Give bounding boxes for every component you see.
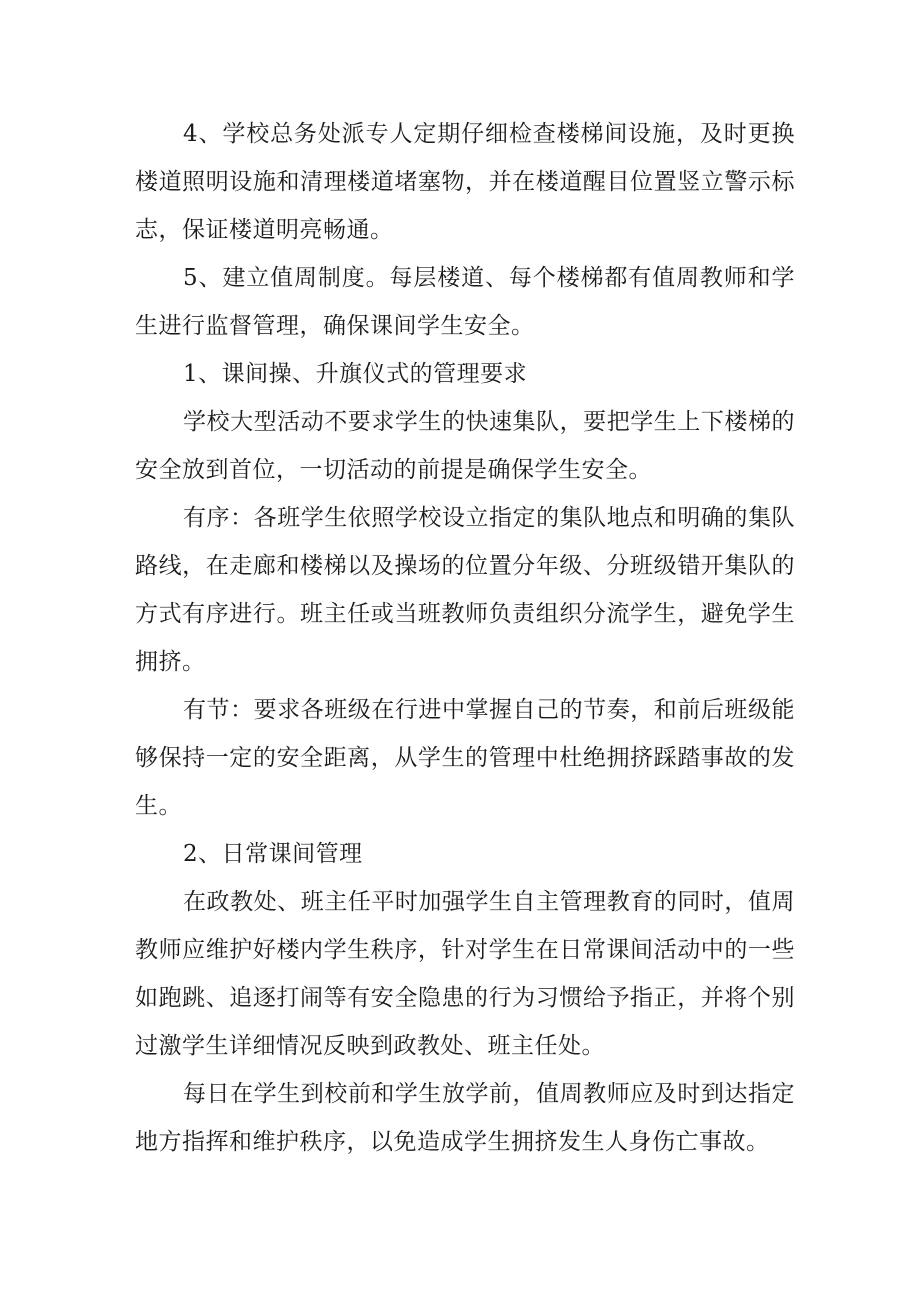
paragraph-rhythm: 有节：要求各班级在行进中掌握自己的节奏，和前后班级能够保持一定的安全距离，从学生的管理中杜绝拥挤踩踏事故的发生。 [135, 697, 795, 819]
paragraph-stair-inspection: 4、学校总务处派专人定期仔细检查楼梯间设施，及时更换楼道照明设施和清理楼道堵塞物，并在楼道醒目位置竖立警示标志，保证楼道明亮畅通。 [135, 121, 795, 243]
paragraph-arrival-dismissal: 每日在学生到校前和学生放学前，值周教师应及时到达指定地方指挥和维护秩序，以免造成学生拥挤发生人身伤亡事故。 [135, 1081, 795, 1155]
paragraph-duty-teacher-order: 在政教处、班主任平时加强学生自主管理教育的同时，值周教师应维护好楼内学生秩序，针对学生在日常课间活动中的一些如跑跳、追逐打闹等有安全隐患的行为习惯给予指正，并将个别过激学生详细情况反映到政教处、班主任处。 [135, 889, 795, 1059]
paragraph-orderly: 有序：各班学生依照学校设立指定的集队地点和明确的集队路线，在走廊和楼梯以及操场的位置分年级、分班级错开集队的方式有序进行。班主任或当班教师负责组织分流学生，避免学生拥挤。 [135, 505, 795, 675]
paragraph-duty-system: 5、建立值周制度。每层楼道、每个楼梯都有值周教师和学生进行监督管理，确保课间学生安全。 [135, 265, 795, 339]
heading-daily-break-management: 2、日常课间管理 [183, 841, 363, 867]
heading-exercise-flag-ceremony: 1、课间操、升旗仪式的管理要求 [183, 361, 528, 387]
document-body [135, 110, 795, 1166]
paragraph-large-activities: 学校大型活动不要求学生的快速集队，要把学生上下楼梯的安全放到首位，一切活动的前提是确保学生安全。 [135, 409, 795, 483]
